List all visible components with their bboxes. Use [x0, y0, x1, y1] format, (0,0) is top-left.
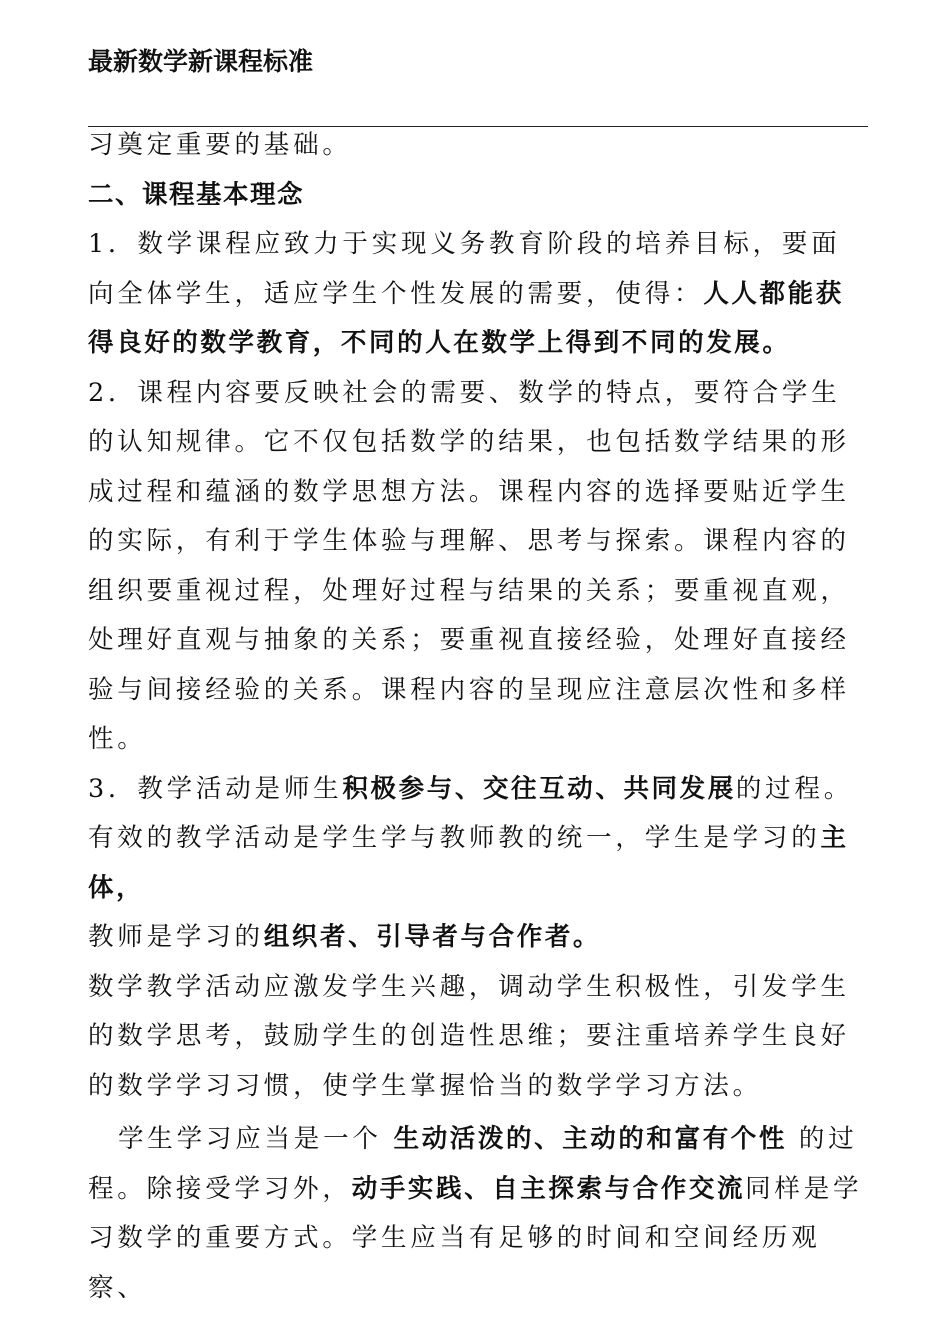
- paragraph-student-learning: [88, 1115, 864, 1313]
- principle-3-emphasis-b: 主体，: [88, 823, 849, 903]
- principle-3-text-a: 3．教学活动是师生: [88, 773, 343, 804]
- principle-3-emphasis-c: 组织者、引导者与合作者。: [263, 922, 602, 952]
- principle-3-text-b: 的过程。有效的教学活动是学生学与教师教的统一，学生是学习的: [88, 773, 854, 853]
- principle-1-text: 1．数学课程应致力于实现义务教育阶段的培养目标，要面向全体学生，适应学生个性发展的需要，使得：: [88, 229, 841, 309]
- student-learning-text-b: 的过程。除接受学习外，: [88, 1124, 858, 1204]
- student-learning-emphasis-a: 生动活泼的、主动的和富有个性: [393, 1124, 788, 1154]
- principle-3-emphasis-a: 积极参与、交往互动、共同发展: [342, 773, 736, 804]
- paragraph-principle-3: [88, 765, 864, 963]
- document-body: [88, 121, 864, 1313]
- paragraph-continuation: 习奠定重要的基础。: [88, 130, 352, 160]
- student-learning-emphasis-b: 动手实践、自主探索与合作交流: [351, 1173, 746, 1204]
- section-heading: 二、课程基本理念: [88, 179, 305, 210]
- paragraph-teaching-activity: 数学教学活动应激发学生兴趣，调动学生积极性，引发学生的数学思考，鼓励学生的创造性思维；要注重培养学生良好的数学学习习惯，使学生掌握恰当的数学学习方法。: [88, 971, 850, 1101]
- principle-1-emphasis: 人人都能获得良好的数学教育，不同的人在数学上得到不同的发展。: [88, 278, 844, 358]
- student-learning-text-c: 同样是学习数学的重要方式。学生应当有足够的时间和空间经历观察、: [88, 1173, 863, 1303]
- principle-3-text-c: 教师是学习的: [88, 922, 264, 952]
- student-learning-text-a: 学生学习应当是一个: [118, 1124, 394, 1154]
- page-header-title: 最新数学新课程标准: [88, 47, 314, 76]
- paragraph-principle-1: [88, 220, 864, 369]
- paragraph-principle-2: 2．课程内容要反映社会的需要、数学的特点，要符合学生的认知规律。它不仅包括数学的结果，也包括数学结果的形成过程和蕴涵的数学思想方法。课程内容的选择要贴近学生的实际，有利于学生体验与理解、思考与探索。课程内容的组织要重视过程，处理好过程与结果的关系；要重视直观，处理好直观与抽象的关系；要重视直接经验，处理好直接经验与间接经验的关系。课程内容的呈现应注意层次性和多样性。: [88, 377, 850, 754]
